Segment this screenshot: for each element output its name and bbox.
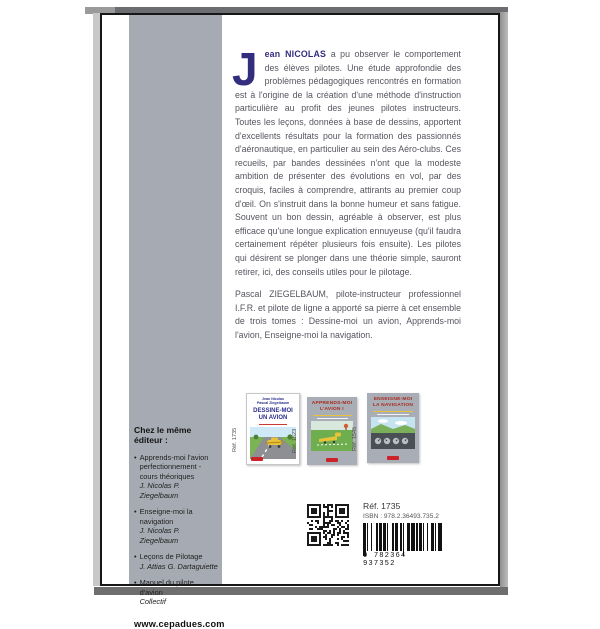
cepadues-logo — [326, 458, 338, 462]
thumbnail-subtitle-line — [377, 414, 409, 415]
drop-cap: J — [232, 43, 258, 95]
list-item — [134, 552, 218, 571]
pub-item-author: J. Nicolas P. Ziegelbaum — [139, 526, 180, 545]
back-cover-page — [100, 13, 500, 629]
sidebar-heading: Chez le même éditeur : — [134, 425, 192, 445]
back-cover-blurb — [232, 43, 461, 342]
pub-item-title: Enseigne-moi la navigation — [139, 507, 193, 526]
blurb-paragraph-2: Pascal ZIEGELBAUM, pilote-instructeur professionnel I.F.R. et pilote de ligne a apporté sa pierre à cet ensemble de trois tomes : Dessine-moi un avion, Apprends-moi l'avion, Enseigne-moi la navigation. — [235, 289, 461, 340]
pub-item-title: Leçons de Pilotage — [139, 552, 203, 562]
list-item — [134, 453, 218, 500]
thumbnail-authors: Jean Nicolas Pascal Ziegelbaum — [256, 397, 290, 406]
thumbnail-subtitle-line — [373, 411, 414, 413]
thumbnail-ref-label: Réf. 1523 — [292, 428, 298, 453]
cepadues-logo — [387, 456, 399, 460]
cepadues-logo — [251, 457, 263, 461]
blurb-paragraph-1: a pu observer le comportement des élèves pilotes. Une étude approfondie des problèmes pédagogiques rencontrés en formation est à l'origine de la création d'une méthode d'instruction particulière au profit des jeunes pilotes instructeurs. Toutes les leçons, données à base de dessins, apportent d'excellents résultats pour la formation des passionnés d'aéronautique, en particulier au sein des Aéro-clubs. Ces recueils, par bandes dessinées n'ont que la modeste ambition de présenter des évolutions en vol, par des croquis, faciles à comprendre, attirants au premier coup d'œil. On s'instruit dans la bonne humeur et sans fatigue. Souvent un bon dessin, agréable à observer, est plus efficace qu'une longue explication ennuyeuse (qu'il faudra certainement répéter plusieurs fois ensuite). Les pilotes qui désirent se plonger dans une théorie simple, sauront retirer, ici, des conseils utiles pour le pilotage. — [235, 49, 461, 277]
cover-art-cockpit-panel — [371, 417, 415, 449]
pub-item-author: J. Nicolas P. Ziegelbaum — [139, 481, 180, 500]
barcode-digits: 9 782364 937352 — [363, 552, 407, 568]
reference-number: Réf. 1735 — [363, 501, 401, 511]
publisher-sidebar — [134, 425, 225, 629]
pub-item-title: Manuel du pilote d'avion — [139, 578, 194, 597]
thumbnail-ref-label: Réf. 1545 — [352, 426, 358, 451]
barcode-bars — [363, 523, 443, 551]
publisher-website: www.cepadues.com — [134, 618, 225, 629]
thumbnail-subtitle-line — [259, 424, 288, 426]
cover-art-plane-on-field — [311, 421, 353, 451]
book-left-edge — [93, 13, 100, 586]
thumbnail-enseigne-moi-la-navigation — [352, 393, 419, 463]
ean-barcode — [363, 523, 443, 568]
thumbnail-apprends-moi-l-avion — [292, 397, 357, 465]
list-item — [134, 578, 218, 606]
thumbnail-subtitle-line — [317, 418, 348, 419]
pub-item-title: Apprends-moi l'avion perfectionnement - cours théoriques — [139, 453, 209, 481]
book-back-cover — [85, 7, 508, 629]
thumbnail-subtitle-line — [313, 415, 352, 417]
thumbnail-title: APPRENDS-MOI L'AVION ! — [311, 401, 353, 412]
isbn-number: ISBN : 978.2.36493.735.2 — [363, 513, 439, 520]
pub-item-author: J. Attias G. Dartaguiette — [139, 561, 218, 571]
cover-art-plane-on-road — [250, 427, 296, 459]
thumbnail-title: DESSINE-MOI UN AVION — [253, 407, 293, 421]
author-name-bold: ean NICOLAS — [264, 49, 327, 59]
list-item — [134, 507, 218, 545]
book-right-edge — [500, 12, 508, 590]
pub-item-author: Collectif — [139, 597, 166, 607]
qr-code — [307, 504, 349, 546]
thumbnail-ref-label: Réf. 1735 — [232, 427, 238, 452]
thumbnail-title: ENSEIGNE-MOI LA NAVIGATION — [372, 397, 414, 408]
